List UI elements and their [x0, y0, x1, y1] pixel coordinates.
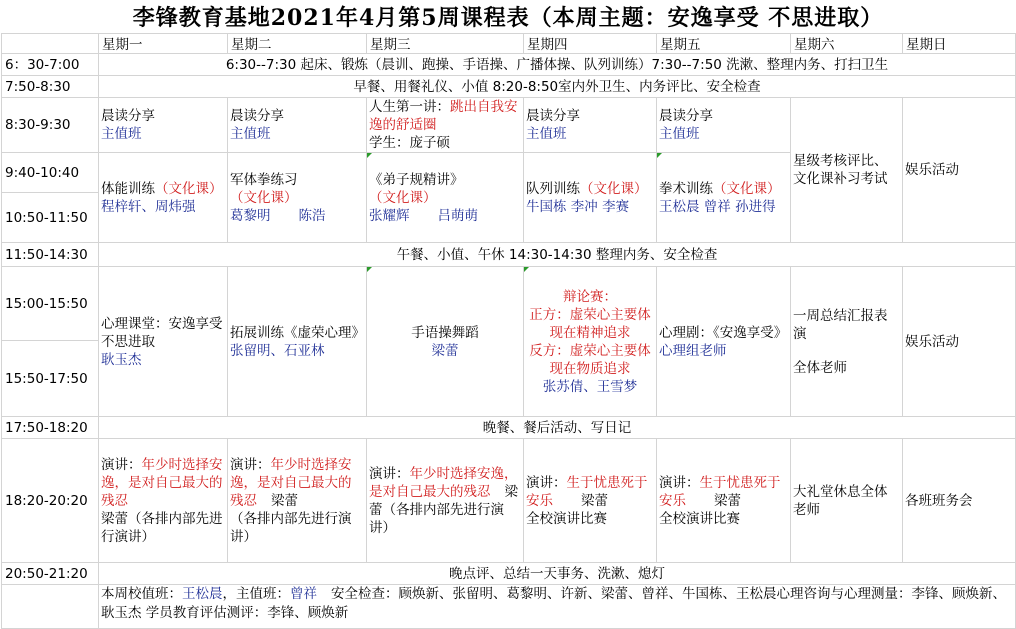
time-cell: 11:50-14:30	[2, 243, 99, 267]
session-title: 晨读分享	[526, 108, 580, 124]
speech-topic: 生于忧患死于安乐	[526, 474, 648, 509]
cell-wed-morning	[367, 98, 524, 153]
activity-span: 早餐、用餐礼仪、小值 8:20-8:50室内外卫生、内务评比、安全检查	[99, 76, 1016, 98]
activity-teacher: 张留明、石亚林	[230, 342, 325, 359]
class-teacher: 王松晨 曾祥 孙进得	[659, 198, 776, 215]
activity-teacher: 梁蕾	[431, 342, 459, 359]
class-type: （文化课）	[713, 180, 781, 197]
day-header-mon: 星期一	[99, 34, 228, 54]
class-teacher: 葛黎明 陈浩	[230, 207, 326, 224]
cell-mon-morning	[99, 98, 228, 153]
cell-mon-class	[99, 153, 228, 243]
debate-negative: 反方：虚荣心主要体现在物质追求	[529, 342, 651, 377]
schedule-table	[1, 33, 1016, 629]
class-name: 拳术训练	[659, 180, 713, 197]
cell-mon-evening	[99, 439, 228, 563]
speech-topic: 年少时选择安逸，是对自己最大的残忍	[369, 465, 518, 500]
activity-title: 手语操舞蹈	[411, 324, 479, 341]
activity-teacher: 耿玉杰	[101, 351, 142, 368]
corner-cell	[2, 34, 99, 54]
class-name: 军体拳练习	[230, 171, 298, 188]
row-2050	[2, 563, 1016, 585]
time-cell: 15:00-15:50	[2, 267, 99, 341]
class-type: （文化课）	[230, 189, 298, 206]
activity-teacher: 张苏倩、王雪梦	[542, 378, 638, 395]
cell-thu-class	[524, 153, 657, 243]
cell-wed-afternoon	[367, 267, 524, 417]
footer-blank	[2, 585, 99, 629]
session-teacher: 主值班	[526, 126, 567, 142]
time-cell: 10:50-11:50	[2, 193, 99, 243]
class-type: （文化课）	[369, 189, 437, 206]
class-teacher: 程梓轩、周炜强	[101, 198, 196, 215]
speech-topic: 年少时选择安逸，是对自己最大的残忍	[230, 456, 352, 509]
cell-sat-evening: 大礼堂休息全体老师	[791, 439, 903, 563]
row-0750	[2, 76, 1016, 98]
time-cell: 9:40-10:40	[2, 153, 99, 193]
activity-title: 心理剧：《安逸享受》	[659, 324, 788, 341]
cell-mon-afternoon	[99, 267, 228, 417]
time-cell: 17:50-18:20	[2, 417, 99, 439]
footer-duty-roster	[99, 585, 1016, 629]
speech-teacher: 梁蕾	[714, 492, 741, 509]
speech-label: 演讲：	[230, 456, 271, 473]
speech-teacher: 梁蕾	[271, 492, 298, 509]
speech-note: （各排内部先进行演讲）	[230, 510, 352, 545]
session-title: 晨读分享	[230, 108, 284, 124]
footer-details: 安全检查：顾焕新、张留明、葛黎明、许新、梁蕾、曾祥、牛国栋、王松晨心理咨询与心理测量：李锋、顾焕新、耿玉杰 学员教育评估测评：李锋、顾焕新	[101, 586, 1006, 621]
footer-name: 王松晨	[182, 586, 223, 602]
cell-sun-afternoon: 娱乐活动	[903, 267, 1016, 417]
cell-tue-class	[228, 153, 367, 243]
session-title: 晨读分享	[659, 108, 713, 124]
session-teacher: 主值班	[659, 126, 700, 142]
cell-fri-evening	[657, 439, 791, 563]
class-name: 《弟子规精讲》	[369, 171, 464, 188]
activity-span: 晚餐、餐后活动、写日记	[99, 417, 1016, 439]
cell-fri-class	[657, 153, 791, 243]
time-cell: 18:20-20:20	[2, 439, 99, 563]
class-teacher: 张耀辉 吕萌萌	[369, 207, 478, 224]
cell-tue-evening	[228, 439, 367, 563]
day-header-fri: 星期五	[657, 34, 791, 54]
header-row	[2, 34, 1016, 54]
session-teacher: 主值班	[101, 126, 142, 142]
activity-span: 晚点评、总结一天事务、洗漱、熄灯	[99, 563, 1016, 585]
class-name: 体能训练	[101, 180, 155, 197]
cell-sun-morning: 娱乐活动	[903, 98, 1016, 243]
debate-title: 辩论赛：	[563, 288, 617, 305]
speech-note: 梁蕾（各排内部先进行演讲）	[369, 483, 518, 536]
time-cell: 15:50-17:50	[2, 341, 99, 417]
cell-sun-evening: 各班班务会	[903, 439, 1016, 563]
row-1820	[2, 439, 1016, 563]
cell-fri-afternoon	[657, 267, 791, 417]
class-name: 队列训练	[526, 180, 580, 197]
activity-teacher: 心理组老师	[659, 342, 727, 359]
session-title: 晨读分享	[101, 108, 155, 124]
footer-name: 曾祥	[290, 586, 317, 602]
lecture-topic: 跳出自我安逸的舒适圈	[369, 99, 518, 133]
activity-title: 一周总结汇报表演	[793, 307, 888, 342]
page-title: 李锋教育基地2021年4月第5周课程表（本周主题：安逸享受 不思进取）	[132, 5, 884, 31]
cell-thu-evening	[524, 439, 657, 563]
cell-fri-morning	[657, 98, 791, 153]
cell-tue-morning	[228, 98, 367, 153]
activity-span: 午餐、小值、午休 14:30-14:30 整理内务、安全检查	[99, 243, 1016, 267]
speech-note: 全校演讲比赛	[526, 510, 607, 527]
lecture-label: 人生第一讲：	[369, 99, 450, 115]
day-header-wed: 星期三	[367, 34, 524, 54]
time-cell: 6：30-7:00	[2, 54, 99, 76]
speech-topic: 年少时选择安逸，是对自己最大的残忍	[101, 456, 223, 509]
cell-thu-morning	[524, 98, 657, 153]
speech-label: 演讲：	[101, 456, 142, 473]
speech-topic: 生于忧患死于安乐	[659, 474, 781, 509]
class-type: （文化课）	[580, 180, 648, 197]
cell-wed-evening	[367, 439, 524, 563]
row-0830	[2, 98, 1016, 153]
speech-note: 全校演讲比赛	[659, 510, 740, 527]
speech-note: 梁蕾（各排内部先进行演讲）	[101, 510, 223, 545]
day-header-sun: 星期日	[903, 34, 1016, 54]
activity-teacher: 全体老师	[793, 359, 847, 376]
class-teacher: 牛国栋 李冲 李赛	[526, 198, 630, 215]
day-header-thu: 星期四	[524, 34, 657, 54]
speech-label: 演讲：	[369, 465, 410, 482]
session-teacher: 主值班	[230, 126, 271, 142]
row-0630	[2, 54, 1016, 76]
activity-title: 拓展训练《虚荣心理》	[230, 324, 365, 341]
cell-tue-afternoon	[228, 267, 367, 417]
time-cell: 20:50-21:20	[2, 563, 99, 585]
cell-sat-morning: 星级考核评比、文化课补习考试	[791, 98, 903, 243]
speech-label: 演讲：	[659, 474, 700, 491]
cell-thu-afternoon	[524, 267, 657, 417]
footer-row	[2, 585, 1016, 629]
lecture-student: 学生：庞子硕	[369, 135, 450, 151]
activity-title: 心理课堂：安逸享受 不思进取	[101, 315, 223, 350]
debate-affirmative: 正方：虚荣心主要体现在精神追求	[529, 306, 651, 341]
day-header-sat: 星期六	[791, 34, 903, 54]
time-cell: 8:30-9:30	[2, 98, 99, 153]
row-1150	[2, 243, 1016, 267]
footer-label: 本周校值班：	[101, 586, 182, 602]
activity-span: 6:30--7:30 起床、锻炼（晨训、跑操、手语操、广播体操、队列训练）7:30--7:50 洗漱、整理内务、打扫卫生	[99, 54, 1016, 76]
class-type: （文化课）	[155, 180, 223, 197]
time-cell: 7:50-8:30	[2, 76, 99, 98]
row-1500	[2, 267, 1016, 341]
speech-label: 演讲：	[526, 474, 567, 491]
day-header-tue: 星期二	[228, 34, 367, 54]
row-1750	[2, 417, 1016, 439]
cell-wed-class	[367, 153, 524, 243]
footer-label: ，主值班：	[222, 586, 290, 602]
cell-sat-afternoon	[791, 267, 903, 417]
speech-teacher: 梁蕾	[581, 492, 608, 509]
